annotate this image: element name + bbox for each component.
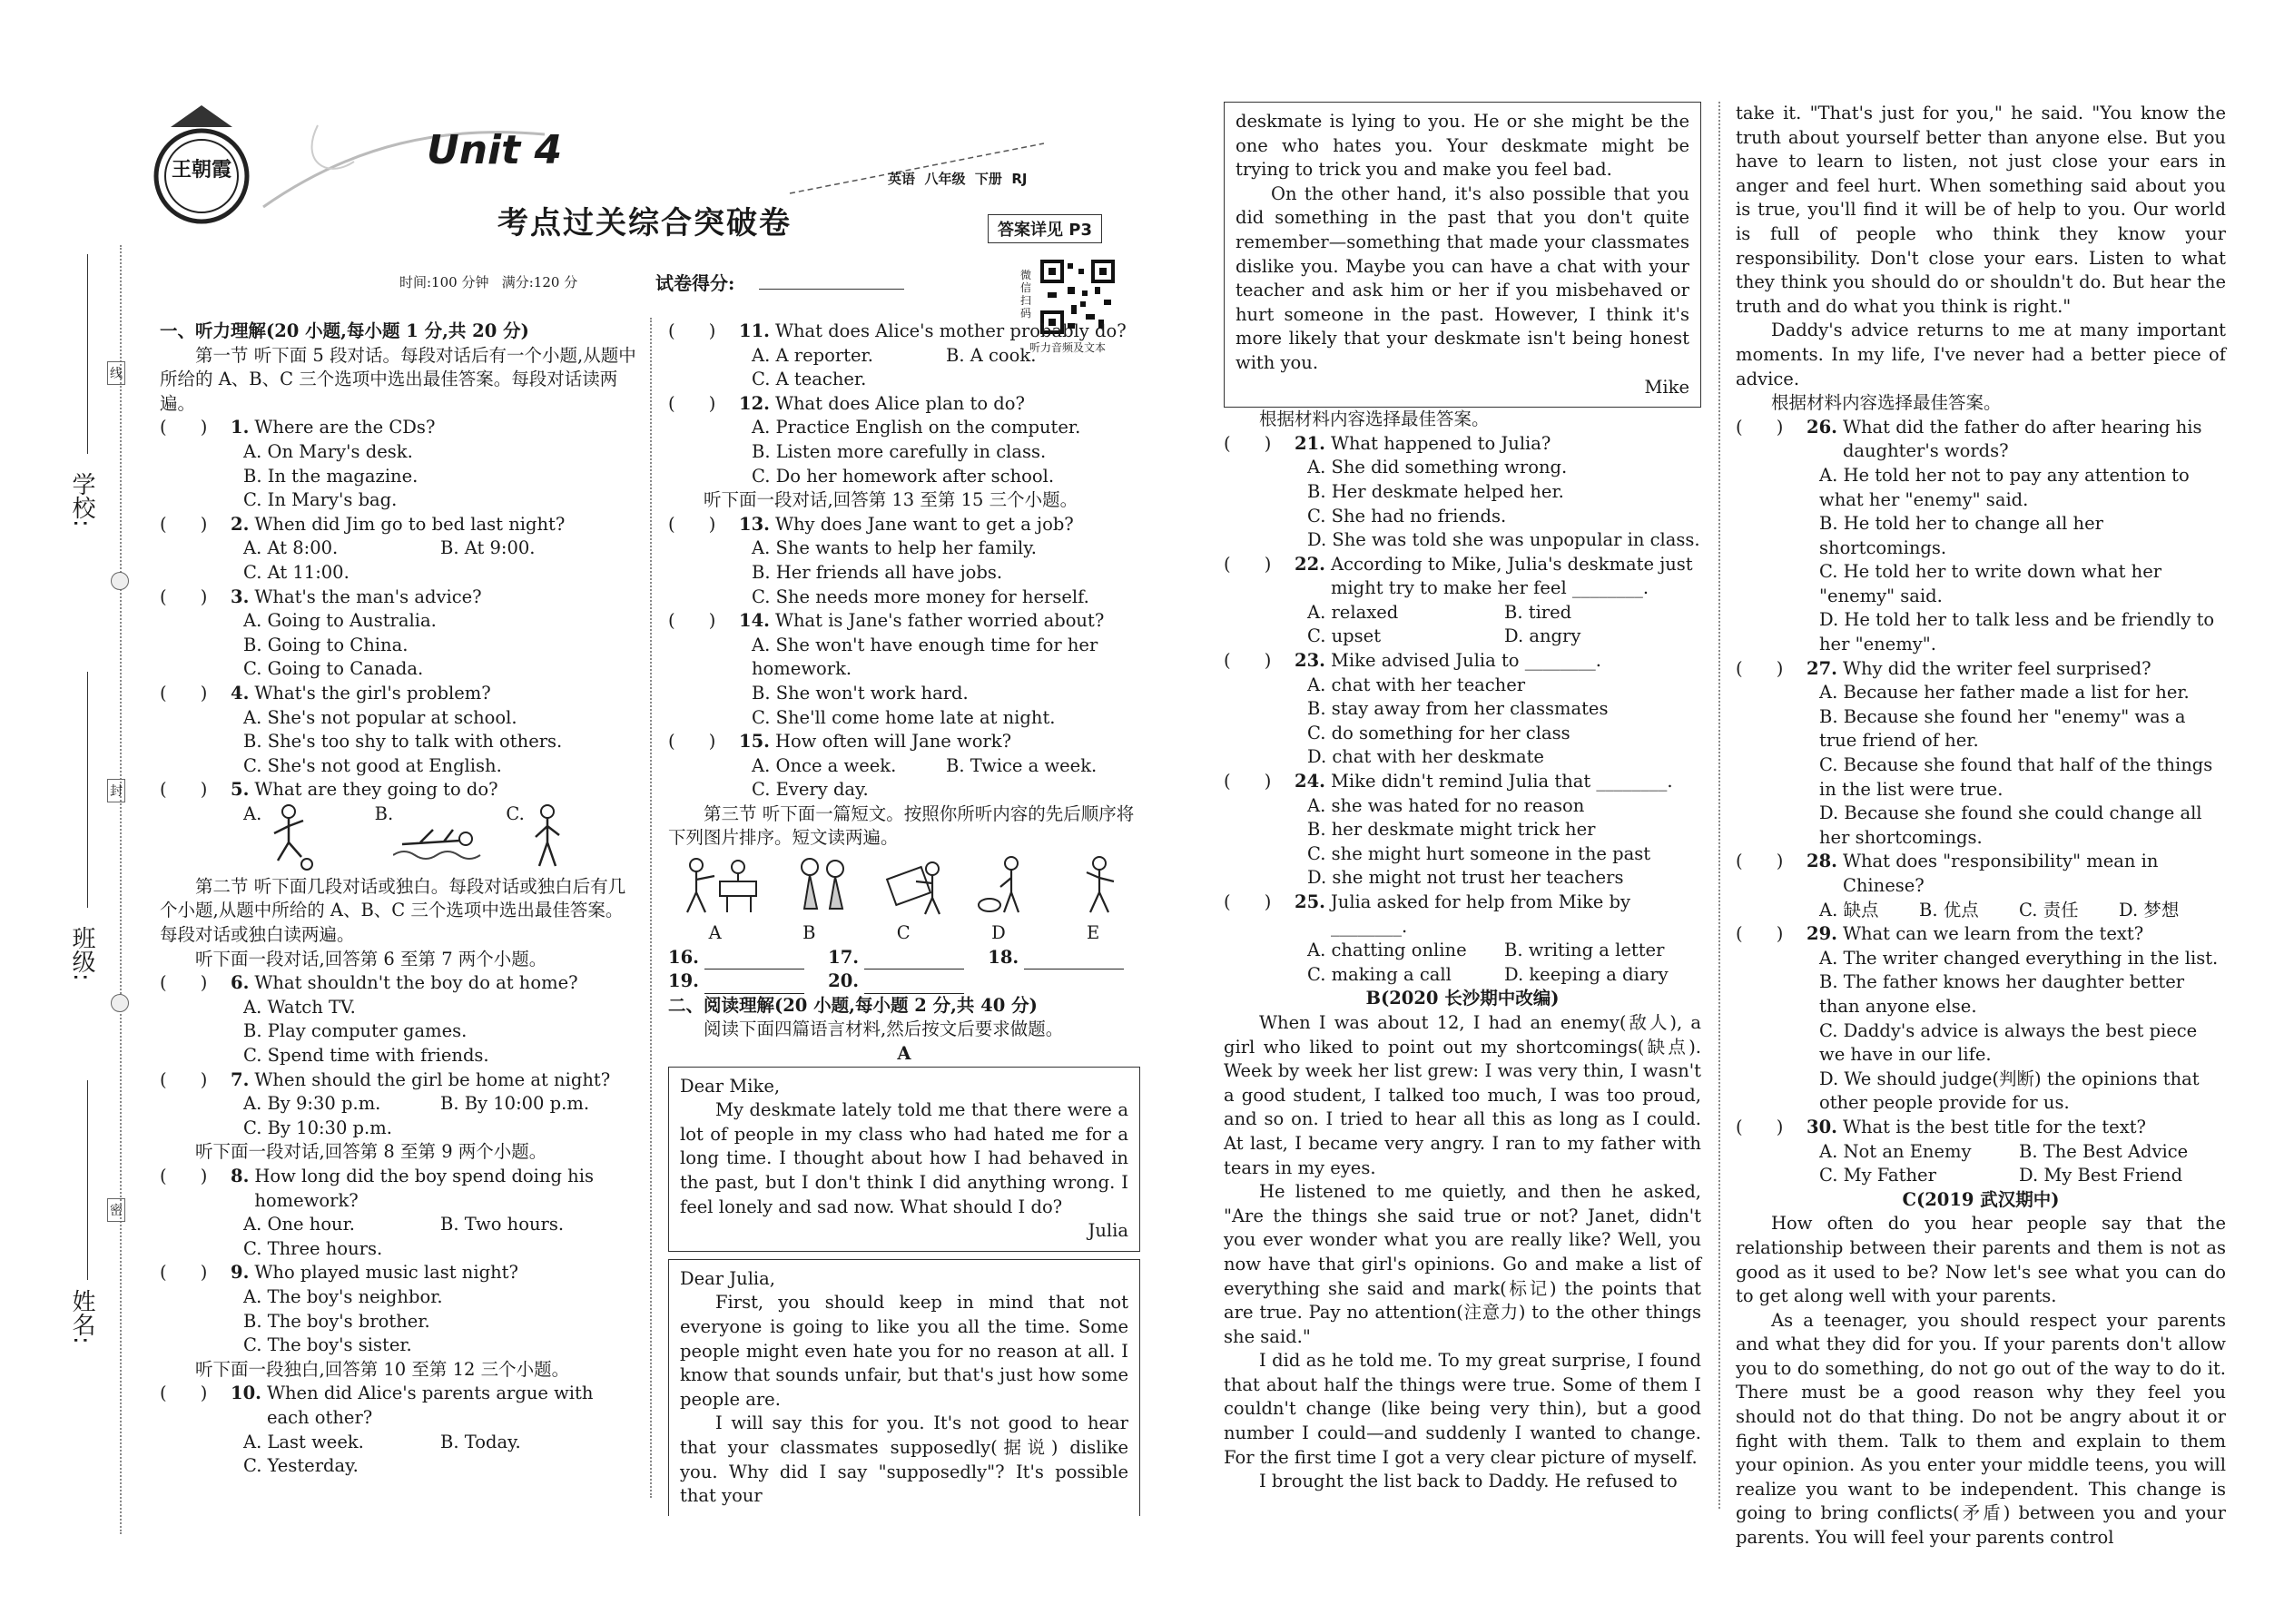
column-2 <box>668 320 1140 1516</box>
answer-blanks-row2: 19. 20. <box>668 969 1140 994</box>
binding-mark-1: 线 <box>107 361 125 385</box>
intro-6: 听下面一段对话,回答第 6 至第 7 两个小题。 <box>195 948 547 969</box>
option[interactable]: B. Play computer games. <box>243 1020 468 1042</box>
unit-title: Unit 4 <box>427 127 563 173</box>
question-11: ( ) 11. What does Alice's mother probably do? <box>668 320 1127 341</box>
class-label: 班级: <box>68 926 95 981</box>
option[interactable]: A. The boy's neighbor. <box>243 1285 443 1307</box>
option[interactable]: C. Do her homework after school. <box>752 465 1055 487</box>
column-1 <box>160 320 637 1479</box>
binding-hole-icon <box>111 994 129 1012</box>
question-28: ( ) 28. What does "responsibility" mean in Chinese? <box>1736 851 2159 896</box>
question-22: ( ) 22. According to Mike, Julia's deskmate just might try to make her feel ________. <box>1224 553 1693 599</box>
option[interactable]: C. Going to Canada. <box>243 658 424 680</box>
column-divider <box>1718 102 1720 1509</box>
passage-b-p5: take it. "That's just for you," he said. "You know the truth about yourself better than anyone else. But you have to learn to listen, not just close your ears in anger and feel hurt. When something said about you is true, you'll find it will be of help to you. Our world is full of people who think they know your responsibility. Don't close your ears. Listen to what they think you should do or shouldn't do. But hear the truth and do what you think is right." <box>1736 103 2226 317</box>
option[interactable]: C. Spend time with friends. <box>243 1045 489 1067</box>
option[interactable]: C. Every day. <box>752 779 869 801</box>
reading-title: 二、阅读理解(20 小题,每小题 2 分,共 40 分) <box>668 994 1038 1016</box>
option[interactable]: B. The father knows her daughter better than anyone else. <box>1819 971 2185 1017</box>
option[interactable]: C. A teacher. <box>752 369 867 390</box>
options-row: A. At 8:00. B. At 9:00. <box>243 537 536 559</box>
option[interactable]: A. chat with her teacher <box>1307 674 1526 695</box>
option[interactable]: C. The boy's sister. <box>243 1334 412 1356</box>
picture-d-icon <box>973 854 1046 918</box>
question-10: ( ) 10. When did Alice's parents argue with each other? <box>160 1383 594 1428</box>
option[interactable]: D. she might not trust her teachers <box>1307 867 1624 889</box>
listening-part1: 第一节 听下面 5 段对话。每段对话后有一个小题,从题中所给的 A、B、C 三个选项中选出最佳答案。每段对话读两遍。 <box>160 344 636 414</box>
option[interactable]: C. At 11:00. <box>243 561 350 583</box>
passage-b-p1: When I was about 12, I had an enemy(敌人), a girl who liked to point out my shortcomings(缺点). Week by week her list grew: I was very thin, I wasn't a good student, I talked too much, I was too proud, and so on. I tried to hear all this as long as I could. At last, I became very angry. I ran to my father with tears in my eyes. <box>1224 1011 1701 1178</box>
option[interactable]: B. Her deskmate helped her. <box>1307 480 1564 502</box>
options-row: A. chatting online B. writing a letter <box>1307 940 1665 961</box>
option[interactable]: C. She had no friends. <box>1307 505 1507 527</box>
answer-20[interactable] <box>864 975 964 994</box>
school-label: 学校: <box>68 472 95 527</box>
passage-b-p4: I brought the list back to Daddy. He refused to <box>1259 1471 1678 1492</box>
listening-part3: 第三节 听下面一篇短文。按照你所听内容的先后顺序将下列图片排序。短文读两遍。 <box>668 802 1135 849</box>
qr-side-text: 微信扫码 <box>1020 269 1032 320</box>
name-label: 姓名: <box>68 1289 95 1344</box>
option[interactable]: B. stay away from her classmates <box>1307 698 1609 720</box>
option[interactable]: A. Watch TV. <box>243 996 356 1018</box>
exam-time: 时间:100 分钟 满分:120 分 <box>399 274 578 290</box>
intro-10: 听下面一段独白,回答第 10 至第 12 三个小题。 <box>195 1358 570 1380</box>
options-row: C. My Father D. My Best Friend <box>1819 1165 2183 1186</box>
option[interactable]: B. She's too shy to talk with others. <box>243 731 563 753</box>
exam-title: 考点过关综合突破卷 <box>497 205 792 241</box>
option[interactable]: B. her deskmate might trick her <box>1307 819 1596 841</box>
binding-mark-2: 封 <box>107 779 125 802</box>
question-15: ( ) 15. How often will Jane work? <box>668 731 1012 753</box>
option[interactable]: D. She was told she was unpopular in class. <box>1307 529 1700 551</box>
question-30: ( ) 30. What is the best title for the text? <box>1736 1116 2146 1137</box>
question-9: ( ) 9. Who played music last night? <box>160 1262 518 1284</box>
name-blank <box>87 1080 88 1280</box>
option[interactable]: A. Because her father made a list for her. <box>1819 682 2190 704</box>
option[interactable]: A. She wants to help her family. <box>752 537 1037 559</box>
answer-19[interactable] <box>704 975 804 994</box>
option[interactable]: C. She's not good at English. <box>243 754 502 776</box>
instruction-a: 根据材料内容选择最佳答案。 <box>1259 408 1490 430</box>
picture-labels: A B C D E <box>708 922 1100 944</box>
option[interactable]: C. By 10:30 p.m. <box>243 1117 392 1138</box>
options-row: A. By 9:30 p.m. B. By 10:00 p.m. <box>243 1093 590 1115</box>
options-row: A. 缺点 B. 优点 C. 责任 D. 梦想 <box>1819 899 2180 920</box>
option[interactable]: B. The boy's brother. <box>243 1310 430 1332</box>
listening-part2: 第二节 听下面几段对话或独白。每段对话或独白后有几个小题,从题中所给的 A、B、C 三个选项中选出最佳答案。每段对话或独白读两遍。 <box>160 875 626 946</box>
picture-c-icon <box>880 854 952 918</box>
letter-mike-cont: deskmate is lying to you. He or she might be the one who hates you. Your deskmate might be trying to trick you and make you feel bad. On the other hand, it's also possible that you did something in the past that you don't quite remember—something that made your classmates dislike you. Maybe you can have a chat with your teacher and ask him or her if you misbehaved or hurt someone in the past. However, I think it's more likely that your deskmate isn't being honest with you. Mike <box>1224 102 1701 408</box>
school-blank <box>87 254 88 454</box>
passage-a-label: A <box>897 1043 911 1065</box>
option[interactable]: C. do something for her class <box>1307 722 1570 743</box>
column-3 <box>1224 102 1701 1494</box>
logo-text: 王朝霞 <box>171 158 231 182</box>
option[interactable]: C. she might hurt someone in the past <box>1307 842 1651 864</box>
option[interactable]: C. Yesterday. <box>243 1455 359 1477</box>
answer-16[interactable] <box>704 950 804 969</box>
question-25: ( ) 25. Julia asked for help from Mike by ________. <box>1224 891 1630 937</box>
options-row: A. One hour. B. Two hours. <box>243 1214 565 1235</box>
score-blank <box>759 289 904 290</box>
passage-b-p3: I did as he told me. To my great surprise, I found that about half the things were true. Some of them I couldn't change (like being very thin), but a good number I could—and suddenly I wanted to change. For the first time I got a very clear picture of myself. <box>1224 1350 1701 1468</box>
option[interactable]: B. Listen more carefully in class. <box>752 440 1047 462</box>
option[interactable]: A. She's not popular at school. <box>243 706 517 728</box>
passage-c-p1: How often do you hear people say that the relationship between their parents and them is not as good as it used to be? Now let's see what you can do to get along well with your parents. <box>1736 1213 2226 1307</box>
option[interactable]: D. He told her to talk less and be friendly to her "enemy". <box>1819 609 2215 655</box>
option[interactable]: A. She did something wrong. <box>1307 457 1568 478</box>
binding-line <box>120 245 122 1534</box>
options-row: A. Once a week. B. Twice a week. <box>752 754 1098 776</box>
question-3: ( ) 3. What's the man's advice? <box>160 586 482 607</box>
binding-hole-icon <box>111 572 129 590</box>
q5-pictures: A. B. C. <box>160 802 637 875</box>
question-14: ( ) 14. What is Jane's father worried about? <box>668 610 1105 632</box>
option[interactable]: C. He told her to write down what her "enemy" said. <box>1819 561 2162 606</box>
option[interactable]: B. Because she found her "enemy" was a true friend of her. <box>1819 705 2186 752</box>
options-row: A. Not an Enemy B. The Best Advice <box>1819 1140 2189 1162</box>
answer-ref: 答案详见 P3 <box>988 214 1102 243</box>
options-row: A. A reporter. B. A cook. <box>752 344 1037 366</box>
soccer-player-icon <box>261 802 316 871</box>
options-row: A. Last week. B. Today. <box>243 1431 521 1452</box>
question-23: ( ) 23. Mike advised Julia to ________. <box>1224 650 1601 672</box>
question-27: ( ) 27. Why did the writer feel surprised? <box>1736 657 2151 679</box>
intro-13: 听下面一段对话,回答第 13 至第 15 三个小题。 <box>704 489 1078 511</box>
binding-mark-3: 密 <box>107 1198 125 1222</box>
options-row: A. relaxed B. tired <box>1307 601 1572 623</box>
option[interactable]: B. In the magazine. <box>243 465 418 487</box>
question-12: ( ) 12. What does Alice plan to do? <box>668 392 1025 414</box>
intro-8: 听下面一段对话,回答第 8 至第 9 两个小题。 <box>195 1141 547 1163</box>
answer-blanks-row1: 16. 17. 18. <box>668 946 1140 970</box>
option[interactable]: A. Practice English on the computer. <box>752 417 1081 438</box>
qr-note: 听力音频及文本 <box>1029 341 1107 354</box>
option[interactable]: C. She needs more money for herself. <box>752 586 1089 607</box>
question-5: ( ) 5. What are they going to do? <box>160 779 498 801</box>
option[interactable]: A. She won't have enough time for her homework. <box>752 634 1098 680</box>
option[interactable]: C. She'll come home late at night. <box>752 706 1056 728</box>
option[interactable]: A. He told her not to pay any attention to what her "enemy" said. <box>1819 464 2190 510</box>
options-row: C. making a call D. keeping a diary <box>1307 963 1669 985</box>
option[interactable]: A. Going to Australia. <box>243 610 437 632</box>
option[interactable]: C. Because she found that half of the things in the list were true. <box>1819 754 2213 800</box>
option[interactable]: B. She won't work hard. <box>752 682 969 704</box>
instruction-b: 根据材料内容选择最佳答案。 <box>1771 392 2002 414</box>
question-29: ( ) 29. What can we learn from the text? <box>1736 923 2144 945</box>
question-8: ( ) 8. How long did the boy spend doing his homework? <box>160 1166 594 1211</box>
option[interactable]: C. Three hours. <box>243 1237 383 1259</box>
column-divider <box>650 318 652 1498</box>
class-blank <box>87 672 88 908</box>
question-1: ( ) 1. Where are the CDs? <box>160 417 436 438</box>
subject-info: 英语 八年级 下册 RJ <box>888 171 1028 187</box>
answer-18[interactable] <box>1024 950 1124 969</box>
picture-e-icon <box>1067 854 1130 918</box>
swimmer-icon <box>393 802 484 871</box>
answer-17[interactable] <box>864 950 964 969</box>
question-26: ( ) 26. What did the father do after hearing his daughter's words? <box>1736 416 2202 462</box>
reading-intro: 阅读下面四篇语言材料,然后按文后要求做题。 <box>704 1019 1064 1040</box>
picture-a-icon <box>678 854 765 918</box>
option[interactable]: D. Because she found she could change all her shortcomings. <box>1819 802 2202 848</box>
passage-b-label: B(2020 长沙期中改编) <box>1365 988 1560 1009</box>
runner-icon <box>525 802 570 871</box>
letter-mike: Dear Julia, First, you should keep in mind that not everyone is going to like you all the time. Some people might even hate you for no reason at all. I know that sounds unfair, but that's just how some people are. I will say this for you. It's not good to hear that your classmates supposedly(据说) dislike you. Why did I say "supposedly"? It's possible that your <box>668 1259 1140 1516</box>
option[interactable]: A. The writer changed everything in the list. <box>1819 947 2219 969</box>
score-label: 试卷得分: <box>655 272 735 294</box>
option[interactable]: D. We should judge(判断) the opinions that other people provide for us. <box>1819 1068 2200 1114</box>
question-13: ( ) 13. Why does Jane want to get a job? <box>668 513 1074 535</box>
option[interactable]: B. He told her to change all her shortcomings. <box>1819 513 2103 558</box>
question-2: ( ) 2. When did Jim go to bed last night? <box>160 513 566 535</box>
option[interactable]: B. Her friends all have jobs. <box>752 561 1003 583</box>
listening-title: 一、听力理解(20 小题,每小题 1 分,共 20 分) <box>160 320 529 341</box>
question-6: ( ) 6. What shouldn't the boy do at home? <box>160 972 578 994</box>
option[interactable]: B. Going to China. <box>243 634 409 655</box>
letter-julia: Dear Mike, My deskmate lately told me that there were a lot of people in my class who had hated me for a long time. I thought about how I had behaved in the past, but I don't think I did anything wrong. I feel lonely and sad now. What should I do? Julia <box>668 1067 1140 1252</box>
options-row: C. upset D. angry <box>1307 625 1581 647</box>
question-24: ( ) 24. Mike didn't remind Julia that ________. <box>1224 771 1673 792</box>
question-7: ( ) 7. When should the girl be home at night? <box>160 1068 611 1090</box>
option[interactable]: C. Daddy's advice is always the best piece we have in our life. <box>1819 1019 2198 1066</box>
column-4 <box>1736 102 2226 1550</box>
option[interactable]: A. On Mary's desk. <box>243 440 413 462</box>
passage-c-label: C(2019 武汉期中) <box>1902 1188 2060 1210</box>
passage-b-p2: He listened to me quietly, and then he asked, "Are the things she said true or not? Janet, didn't you ever wonder what you are really like? Well, you now have that girl's opinions. Go and make a list of everything she said and mark(标记) the points that are true. Pay no attention(注意力) to the other things she said." <box>1224 1181 1701 1347</box>
picture-b-icon <box>786 854 859 918</box>
option[interactable]: C. In Mary's bag. <box>243 489 398 511</box>
option[interactable]: A. she was hated for no reason <box>1307 794 1585 816</box>
question-4: ( ) 4. What's the girl's problem? <box>160 682 491 704</box>
option[interactable]: D. chat with her deskmate <box>1307 746 1544 768</box>
question-21: ( ) 21. What happened to Julia? <box>1224 432 1551 454</box>
passage-b-p6: Daddy's advice returns to me at many important moments. In my life, I've never had a better piece of advice. <box>1736 320 2226 389</box>
passage-c-p2: As a teenager, you should respect your parents and what they did for you. If your parents don't allow you to do something, do not go out of the way to do it. There must be a good reason why they feel you should not do that thing. Do not be angry about it or fight with them. Talk to them and explain to them your opinion. As you enter your middle teens, you will realize you want to be independent. This change is going to bring conflicts(矛盾) between you and your parents. You will feel your parents control <box>1736 1309 2226 1549</box>
